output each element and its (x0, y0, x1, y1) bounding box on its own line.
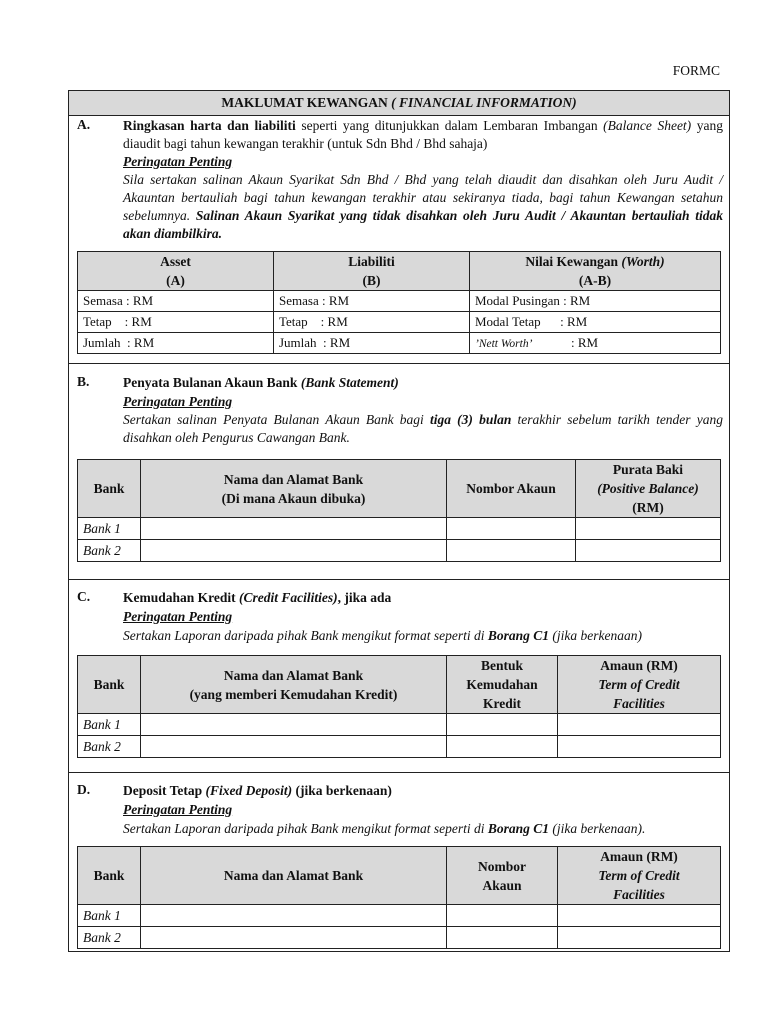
section-divider (69, 363, 729, 364)
section-a-text2: yang diaudit bagi tahun kewangan terakhir (untuk Sdn Bhd / Bhd sahaja) (123, 118, 723, 151)
table-row (78, 736, 721, 758)
amount-header: Amaun (RM) Term of Credit Facilities (558, 847, 721, 905)
bank-1-credit-type-field[interactable] (447, 714, 558, 736)
section-b-letter: B. (77, 374, 90, 389)
worth-header: Nilai Kewangan (Worth) (A-B) (470, 252, 721, 291)
amount-header: Amaun (RM) Term of Credit Facilities (558, 656, 721, 714)
form-code: FORMC (672, 63, 720, 78)
bank-2-label: Bank 2 (78, 736, 141, 758)
bank-2-label: Bank 2 (78, 540, 141, 562)
section-a-intro (123, 117, 723, 153)
table-row (78, 905, 721, 927)
bank-header: Bank (78, 847, 141, 905)
bank-header: Bank (78, 656, 141, 714)
bank-1-name-field[interactable] (141, 905, 447, 927)
bank-2-name-field[interactable] (141, 736, 447, 758)
section-a-warning-bold: Salinan Akaun Syarikat yang tidak disahkan oleh Juru Audit / Akauntan bertauliah tidak akan diambilkira. (123, 208, 723, 241)
section-divider (69, 579, 729, 580)
bank-2-label: Bank 2 (78, 927, 141, 949)
liability-current[interactable]: Semasa : RM (274, 291, 470, 312)
credit-facilities-table (77, 655, 721, 758)
table-row (78, 714, 721, 736)
fixed-deposit-table (77, 846, 721, 949)
section-b-warning-label: Peringatan Penting (123, 394, 233, 409)
bank-1-amount-field[interactable] (558, 714, 721, 736)
table-row (78, 927, 721, 949)
section-d-letter: D. (77, 782, 91, 797)
section-a-warning (123, 171, 723, 243)
bank-1-balance-field[interactable] (576, 518, 721, 540)
fixed-capital[interactable]: Modal Tetap : RM (470, 312, 721, 333)
section-d-warning-label: Peringatan Penting (123, 802, 233, 817)
asset-total[interactable]: Jumlah : RM (78, 333, 274, 354)
account-number-header: Nombor Akaun (447, 847, 558, 905)
bank-statement-table (77, 459, 721, 562)
table-row (78, 540, 721, 562)
section-b-warning: Sertakan salinan Penyata Bulanan Akaun Bank bagi tiga (3) bulan terakhir sebelum tarikh tender yang disahkan oleh Pengurus Cawangan Bank. (123, 412, 723, 445)
section-a-warning-text: Sila sertakan salinan Akaun Syarikat Sdn Bhd / Bhd yang telah diaudit dan disahkan oleh Juru Audit / Akauntan bertauliah bagi tahun kewangan terakhir atau sekiranya tiada, bagi tahun Kewangan setahun sebelumnya. (123, 172, 723, 223)
title-text: MAKLUMAT KEWANGAN (221, 95, 388, 110)
bank-1-name-field[interactable] (141, 714, 447, 736)
bank-1-amount-field[interactable] (558, 905, 721, 927)
bank-name-header: Nama dan Alamat Bank (yang memberi Kemudahan Kredit) (141, 656, 447, 714)
section-a-title: Ringkasan harta dan liabiliti (123, 118, 296, 133)
bank-name-header: Nama dan Alamat Bank (141, 847, 447, 905)
section-a-text1-italic: (Balance Sheet) (603, 118, 692, 133)
bank-1-label: Bank 1 (78, 714, 141, 736)
financial-info-frame (68, 90, 730, 952)
bank-1-label: Bank 1 (78, 518, 141, 540)
credit-type-header: Bentuk Kemudahan Kredit (447, 656, 558, 714)
asset-fixed[interactable]: Tetap : RM (78, 312, 274, 333)
nett-worth[interactable]: ’Nett Worth’ : RM (470, 333, 721, 354)
table-row (78, 312, 721, 333)
section-b-title: Penyata Bulanan Akaun Bank (Bank Statement) (123, 375, 399, 390)
section-a-warning-label: Peringatan Penting (123, 154, 233, 169)
balance-header: Purata Baki (Positive Balance) (RM) (576, 460, 721, 518)
section-divider (69, 772, 729, 773)
bank-1-account-field[interactable] (447, 518, 576, 540)
balance-sheet-table (77, 251, 721, 354)
bank-name-header: Nama dan Alamat Bank (Di mana Akaun dibuka) (141, 460, 447, 518)
section-c-title: Kemudahan Kredit (Credit Facilities), jika ada (123, 590, 392, 605)
table-row (78, 518, 721, 540)
section-c-letter: C. (77, 589, 91, 604)
bank-2-amount-field[interactable] (558, 736, 721, 758)
section-c-warning: Sertakan Laporan daripada pihak Bank mengikut format seperti di Borang C1 (jika berkenaan) (123, 628, 642, 643)
bank-2-name-field[interactable] (141, 927, 447, 949)
section-d-warning: Sertakan Laporan daripada pihak Bank mengikut format seperti di Borang C1 (jika berkenaan). (123, 821, 646, 836)
working-capital[interactable]: Modal Pusingan : RM (470, 291, 721, 312)
bank-1-name-field[interactable] (141, 518, 447, 540)
section-a-text1: seperti yang ditunjukkan dalam Lembaran Imbangan (295, 118, 604, 133)
table-row (78, 291, 721, 312)
bank-header: Bank (78, 460, 141, 518)
account-number-header: Nombor Akaun (447, 460, 576, 518)
bank-2-account-field[interactable] (447, 540, 576, 562)
bank-2-name-field[interactable] (141, 540, 447, 562)
bank-2-amount-field[interactable] (558, 927, 721, 949)
bank-1-label: Bank 1 (78, 905, 141, 927)
liability-header: Liabiliti (B) (274, 252, 470, 291)
section-c-warning-label: Peringatan Penting (123, 609, 233, 624)
liability-fixed[interactable]: Tetap : RM (274, 312, 470, 333)
section-d-title: Deposit Tetap (Fixed Deposit) (jika berkenaan) (123, 783, 392, 798)
table-row (78, 333, 721, 354)
page-title (69, 91, 729, 116)
liability-total[interactable]: Jumlah : RM (274, 333, 470, 354)
bank-2-balance-field[interactable] (576, 540, 721, 562)
bank-2-account-field[interactable] (447, 927, 558, 949)
asset-current[interactable]: Semasa : RM (78, 291, 274, 312)
bank-2-credit-type-field[interactable] (447, 736, 558, 758)
bank-1-account-field[interactable] (447, 905, 558, 927)
asset-header: Asset (A) (78, 252, 274, 291)
section-a-letter: A. (77, 117, 91, 132)
title-text-en: ( FINANCIAL INFORMATION) (391, 95, 577, 110)
